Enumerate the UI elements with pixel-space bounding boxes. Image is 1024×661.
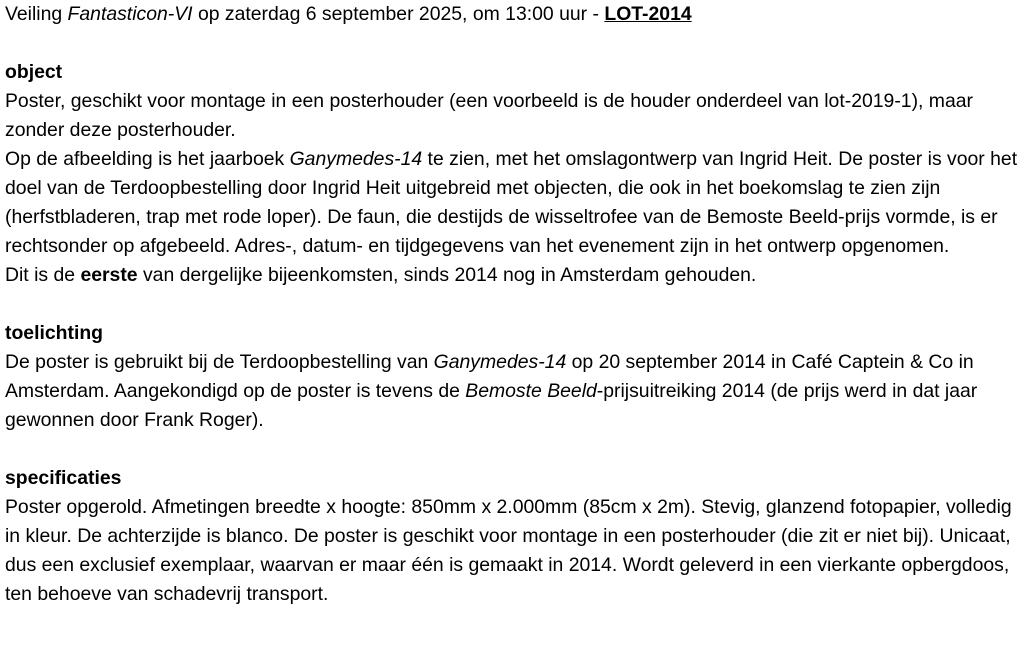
specificaties-heading: specificaties	[5, 467, 122, 489]
header-date: op zaterdag 6 september 2025, om 13:00 uur -	[192, 3, 605, 25]
toelichting-prize-name: Bemoste Beeld	[465, 380, 597, 402]
event-name: Fantasticon-VI	[67, 3, 193, 25]
spacer	[5, 29, 1020, 58]
object-paragraph-3	[5, 261, 1020, 290]
specificaties-section	[5, 464, 1020, 609]
object-p3-text-a: Dit is de	[5, 264, 81, 286]
object-p3-emphasis: eerste	[80, 264, 138, 286]
toelichting-text-b: op 20 september 2014 in Café Captein & Co in Amsterdam. Aangekondigd op de poster is tevens de	[5, 351, 974, 402]
toelichting-paragraph	[5, 348, 1020, 435]
object-paragraph-2	[5, 145, 1020, 261]
object-p2-text-a: Op de afbeelding is het jaarboek	[5, 148, 290, 170]
auction-header	[5, 0, 1020, 29]
object-section	[5, 58, 1020, 290]
toelichting-heading: toelichting	[5, 322, 104, 344]
spacer	[5, 290, 1020, 319]
object-p3-text-b: van dergelijke bijeenkomsten, sinds 2014 nog in Amsterdam gehouden.	[137, 264, 757, 286]
lot-link[interactable]: LOT-2014	[604, 3, 692, 25]
object-paragraph-1: Poster, geschikt voor montage in een posterhouder (een voorbeeld is de houder onderdeel van lot-2019-1), maar zonder deze posterhouder.	[5, 90, 973, 141]
toelichting-section	[5, 319, 1020, 435]
header-prefix: Veiling	[5, 3, 68, 25]
toelichting-title: Ganymedes-14	[433, 351, 567, 373]
specificaties-paragraph: Poster opgerold. Afmetingen breedte x hoogte: 850mm x 2.000mm (85cm x 2m). Stevig, glanzend fotopapier, volledig in kleur. De achterzijde is blanco. De poster is geschikt voor montage in een posterhouder (die zit er niet bij). Unicaat, dus een exclusief exemplaar, waarvan er maar één is gemaakt in 2014. Wordt geleverd in een vierkante opbergdoos, ten behoeve van schadevrij transport.	[5, 496, 1012, 605]
object-p2-title: Ganymedes-14	[289, 148, 423, 170]
toelichting-text-a: De poster is gebruikt bij de Terdoopbestelling van	[5, 351, 434, 373]
spacer	[5, 435, 1020, 464]
object-heading: object	[5, 61, 63, 83]
toelichting-text-c: -prijsuitreiking 2014 (de prijs werd in dat jaar gewonnen door Frank Roger).	[5, 380, 978, 431]
object-p2-text-b: te zien, met het omslagontwerp van Ingrid Heit. De poster is voor het doel van de Terdoopbestelling door Ingrid Heit uitgebreid met objecten, die ook in het boekomslag te zien zijn (herfstbladeren, trap met rode loper). De faun, die destijds de wisseltrofee van de Bemoste Beeld-prijs vormde, is er rechtsonder op afgebeeld. Adres-, datum- en tijdgegevens van het evenement zijn in het ontwerp opgenomen.	[5, 148, 1018, 257]
